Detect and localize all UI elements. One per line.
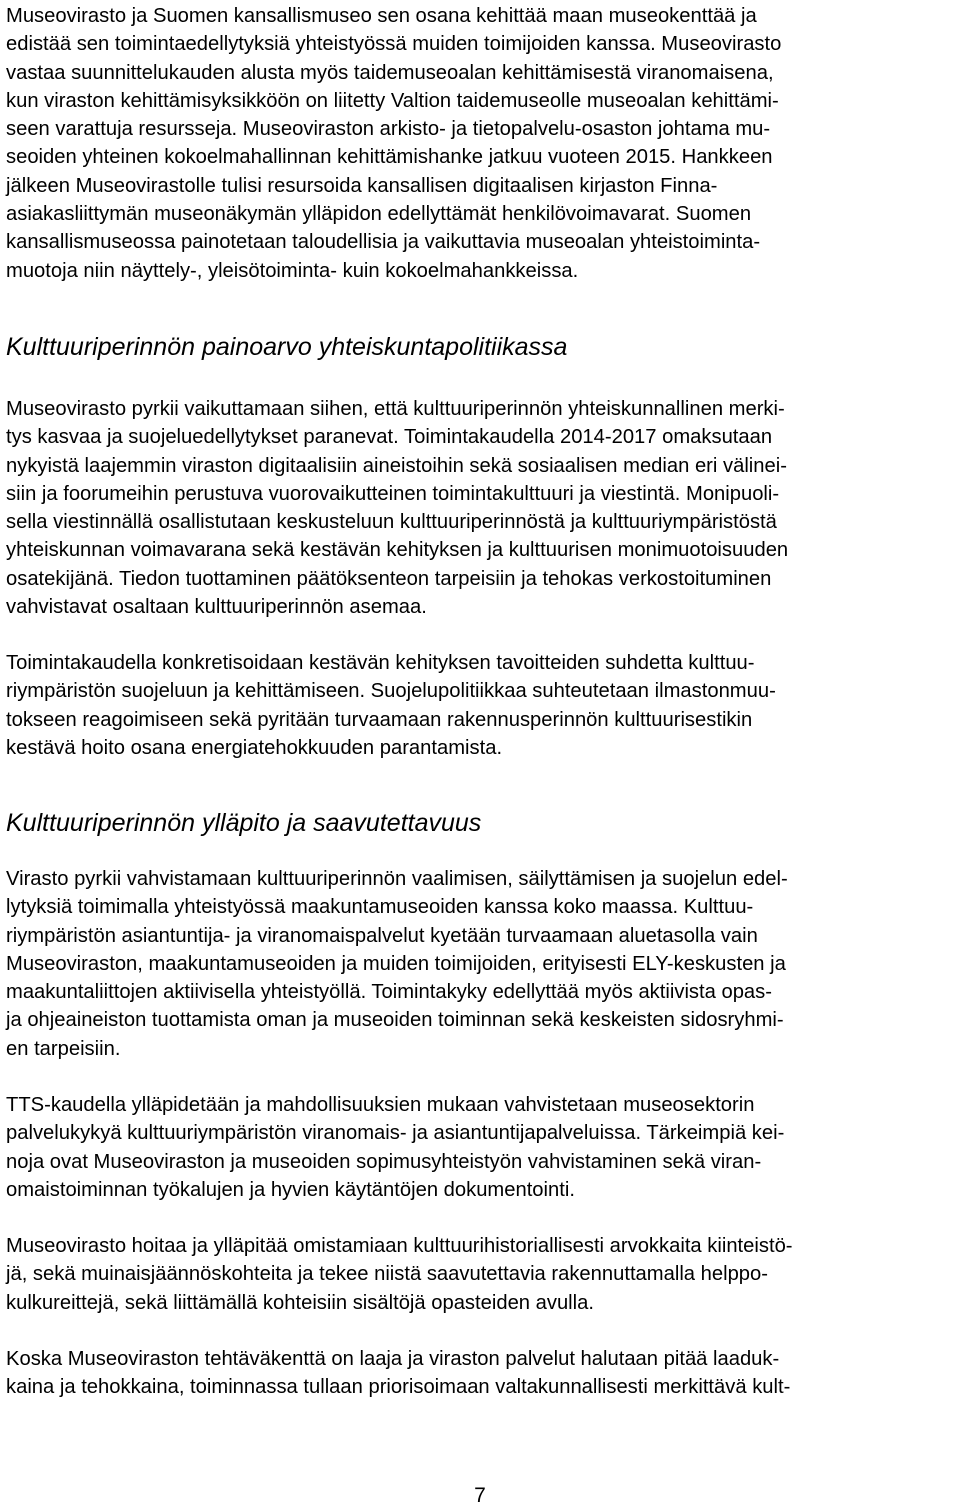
text-line: seoiden yhteinen kokoelmahallinnan kehittämishanke jatkuu vuoteen 2015. Hankkeen <box>6 146 773 169</box>
text-line: yhteiskunnan voimavarana sekä kestävän kehityksen ja kulttuurisen monimuotoisuuden <box>6 539 789 562</box>
text-line: siin ja foorumeihin perustuva vuorovaikutteinen toimintakulttuuri ja viestintä. Monipuoli- <box>6 482 780 505</box>
paragraph-museum-field-development <box>6 2 781 285</box>
text-line: riympäristön asiantuntija- ja viranomaispalvelut kyetään turvaamaan aluetasolla vain <box>6 924 758 947</box>
text-line: seen varattuja resursseja. Museoviraston arkisto- ja tietopalvelu-osaston johtama mu- <box>6 118 771 141</box>
text-line: tys kasvaa ja suojeluedellytykset paranevat. Toimintakaudella 2014-2017 omaksutaan <box>6 426 773 449</box>
text-line: TTS-kaudella ylläpidetään ja mahdollisuuksien mukaan vahvistetaan museosektorin <box>6 1094 755 1116</box>
text-line: vastaa suunnittelukauden alusta myös taidemuseoalan kehittämisestä viranomaisena, <box>6 61 774 84</box>
text-line: edistää sen toimintaedellytyksiä yhteistyössä muiden toimijoiden kanssa. Museovirasto <box>6 33 782 56</box>
text-line: vahvistavat osaltaan kulttuuriperinnön asemaa. <box>6 596 427 619</box>
section-heading: Kulttuuriperinnön painoarvo yhteiskuntapolitiikassa <box>6 333 568 361</box>
paragraph-prioritization <box>6 1345 790 1402</box>
paragraph-heritage-significance <box>6 395 788 621</box>
text-line: lytyksiä toimimalla yhteistyössä maakuntamuseoiden kanssa koko maassa. Kulttuu- <box>6 896 754 919</box>
paragraph-tts-period <box>6 1091 784 1204</box>
section-heading: Kulttuuriperinnön ylläpito ja saavutettavuus <box>6 809 482 837</box>
text-line: muotoja niin näyttely-, yleisötoiminta- kuin kokoelmahankkeissa. <box>6 259 579 282</box>
text-line: en tarpeisiin. <box>6 1037 121 1060</box>
text-line: riympäristön suojeluun ja kehittämiseen. Suojelupolitiikkaa suhteutetaan ilmastonmuu- <box>6 680 776 703</box>
text-line: Museoviraston, maakuntamuseoiden ja muiden toimijoiden, erityisesti ELY-keskusten ja <box>6 952 786 975</box>
text-line: Museovirasto pyrkii vaikuttamaan siihen, että kulttuuriperinnön yhteiskunnallinen merki- <box>6 398 785 420</box>
text-line: jälkeen Museovirastolle tulisi resursoida kansallisen digitaalisen kirjaston Finna- <box>6 174 718 197</box>
text-line: ja ohjeaineiston tuottamista oman ja museoiden toiminnan sekä keskeisten sidosryhmi- <box>6 1009 784 1032</box>
text-line: maakuntaliittojen aktiivisella yhteistyöllä. Toimintakyky edellyttää myös aktiivista opas- <box>6 981 772 1004</box>
text-line: nykyistä laajemmin viraston digitaalisiin aineistoihin sekä sosiaalisen median eri välinei- <box>6 454 787 477</box>
text-line: palvelukykyä kulttuuriympäristön viranomais- ja asiantuntijapalveluissa. Tärkeimpiä kei- <box>6 1122 785 1145</box>
text-line: kulkureittejä, sekä liittämällä kohteisiin sisältöjä opasteiden avulla. <box>6 1291 594 1314</box>
text-line: tokseen reagoimiseen sekä pyritään turvaamaan rakennusperinnön kulttuurisestikin <box>6 708 753 731</box>
paragraph-sustainable-development <box>6 649 776 762</box>
paragraph-heritage-preservation <box>6 865 788 1063</box>
text-line: osatekijänä. Tiedon tuottaminen päätöksenteon tarpeisiin ja tehokas verkostoituminen <box>6 567 772 590</box>
text-line: Koska Museoviraston tehtäväkenttä on laaja ja viraston palvelut halutaan pitää laaduk- <box>6 1348 780 1370</box>
text-line: Virasto pyrkii vahvistamaan kulttuuriperinnön vaalimisen, säilyttämisen ja suojelun edel- <box>6 868 788 890</box>
page-number: 7 <box>474 1484 486 1507</box>
text-line: jä, sekä muinaisjäännöskohteita ja tekee niistä saavutettavia rakennuttamalla helppo- <box>6 1263 768 1286</box>
text-line: kansallismuseossa painotetaan taloudellisia ja vaikuttavia museoalan yhteistoiminta- <box>6 231 761 254</box>
text-line: sella viestinnällä osallistutaan keskusteluun kulttuuriperinnöstä ja kulttuuriympäristöstä <box>6 511 777 534</box>
text-line: Museovirasto hoitaa ja ylläpitää omistamiaan kulttuurihistoriallisesti arvokkaita kiinteistö- <box>6 1235 793 1257</box>
text-line: Toimintakaudella konkretisoidaan kestävän kehityksen tavoitteiden suhdetta kulttuu- <box>6 652 755 674</box>
text-line: asiakasliittymän museonäkymän ylläpidon edellyttämät henkilövoimavarat. Suomen <box>6 203 752 226</box>
text-line: kaina ja tehokkaina, toiminnassa tullaan priorisoimaan valtakunnallisesti merkittävä kult- <box>6 1376 791 1399</box>
text-line: noja ovat Museoviraston ja museoiden sopimusyhteistyön vahvistaminen sekä viran- <box>6 1150 762 1173</box>
paragraph-property-maintenance <box>6 1232 793 1317</box>
text-line: kestävä hoito osana energiatehokkuuden parantamista. <box>6 736 503 759</box>
text-line: omaistoiminnan työkalujen ja hyvien käytäntöjen dokumentointi. <box>6 1178 575 1201</box>
text-line: kun viraston kehittämisyksikköön on liitetty Valtion taidemuseolle museoalan kehittämi- <box>6 89 779 112</box>
text-line: Museovirasto ja Suomen kansallismuseo sen osana kehittää maan museokenttää ja <box>6 5 757 27</box>
